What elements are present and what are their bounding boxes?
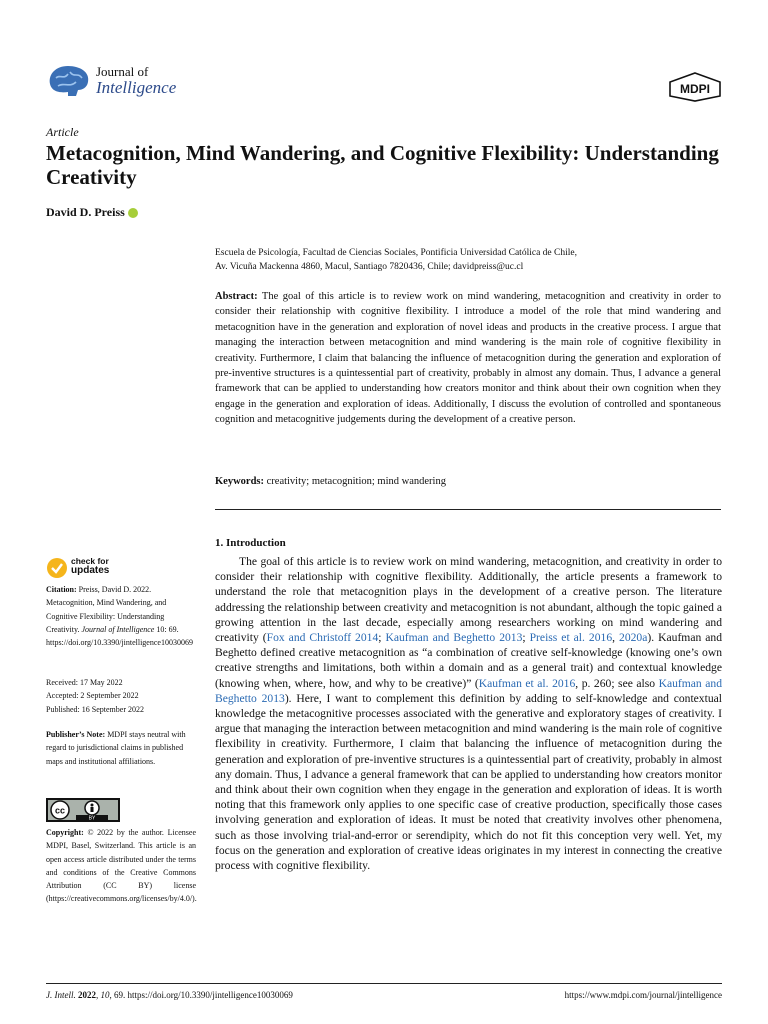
affiliation xyxy=(215,246,720,274)
abstract xyxy=(215,289,721,428)
article-type: Article xyxy=(46,125,79,139)
affiliation-line-1: Escuela de Psicología, Facultad de Ciencias Sociales, Pontificia Universidad Católica de Chile, xyxy=(215,248,577,258)
citation-text: Preiss, David D. 2022. Metacognition, Mind Wandering, and Cognitive Flexibility: Understanding Creativity. xyxy=(46,585,167,634)
intro-text-1: The goal of this article is to review work on mind wandering, metacognition, and creativity in order to consider their relationship with cognitive flexibility. Additionally, the article presents a framework to understand the role that metacognition plays in the development of a creative person. The literature addressing the relationship between creativity and metacognition is not abundant, although the topic gained a growing attention in the last decade, especially among researchers working on mind wandering and creativity ( xyxy=(215,555,722,645)
footer-volume: 10 xyxy=(100,990,110,1000)
citation-rest: 10: 69. https://doi.org/10.3390/jintelligence10030069 xyxy=(46,624,193,648)
keywords-label: Keywords: xyxy=(215,476,264,487)
copyright-label: Copyright: xyxy=(46,828,84,837)
footer-journal: J. Intell. xyxy=(46,990,76,1000)
cc-by-license-icon[interactable] xyxy=(46,798,120,822)
intro-text-4: ). Here, I want to complement this definition by adding to self-knowledge and contextual knowledge the metacognitive processes associated with the generative and exploratory stages of creativity. I argue that managing the interaction between metacognition and mind wandering is the main role of cognitive flexibility in creativity. Furthermore, I claim that balancing the influence of metacognition during the generation and exploration of pre-inventive structures is a quintessential part of creativity, probably in almost any domain. Thus, I advance a general framework that can be applied to understanding how creators monitor and think about their own cognition when they engage in the generation and exploration of ideas. It is worth noting that this framework only applies to one specific case of creative production, specifically those cases involving generation and exploration of ideas. It must be noted that creativity involves other phenomena, such as those involving trial-and-error or serendipity, which do not fit this conception very well. Yet, my focus on the generation and exploration of creative ideas originates in my interest in connecting the creative process with cognitive flexibility. xyxy=(215,691,722,873)
intro-sep-2: ; xyxy=(522,631,530,645)
received-date: Received: 17 May 2022 xyxy=(46,678,123,687)
published-date: Published: 16 September 2022 xyxy=(46,704,144,714)
citation-link[interactable]: Fox and Christoff 2014 xyxy=(266,631,379,645)
check-line-2: updates xyxy=(71,565,110,576)
copyright-block xyxy=(46,826,196,906)
cc-label: BY xyxy=(88,815,96,822)
citation-link[interactable]: Kaufman et al. 2016 xyxy=(478,676,576,690)
abstract-text: The goal of this article is to review work on mind wandering, metacognition and creativity in order to consider their relationship with cognitive flexibility. I introduce a model of the role that mind wandering and metacognition have in the generation and exploration of novel ideas and products in the creative process. I argue that managing the interaction between metacognition and mind wandering is the main role of cognitive flexibility in creativity. Furthermore, I claim that balancing the influence of metacognition during the generation and exploration of pre-inventive structures is a quintessential part of creativity, probably in almost any domain. Thus, I advance a general framework that can be applied to understanding how creators monitor and think about their own cognition when they engage in the generation and exploration of ideas. Additionally, I discuss the evolution of controlled and spontaneous cognition and metacognitive judgements during the development of a creative person. xyxy=(215,291,722,426)
citation-link[interactable]: 2020a xyxy=(619,631,648,645)
footer-journal-url[interactable]: https://www.mdpi.com/journal/jintelligence xyxy=(564,990,722,1000)
publisher-note xyxy=(46,728,196,768)
check-for-updates-badge[interactable] xyxy=(46,556,146,580)
intro-text-3: , p. 260; see also xyxy=(575,676,659,690)
orcid-icon[interactable] xyxy=(128,208,138,218)
svg-text:cc: cc xyxy=(54,805,66,816)
page-title: Metacognition, Mind Wandering, and Cognitive Flexibility: Understanding Creativity xyxy=(46,141,719,189)
check-line-1: check for xyxy=(71,556,109,566)
cc-badge-icon xyxy=(46,798,120,822)
citation-link[interactable]: Kaufman and Beghetto 2013 xyxy=(215,676,722,705)
citation-block xyxy=(46,583,196,649)
brain-logo-icon xyxy=(46,62,92,100)
footer-citation: J. Intell. 2022, 10, 69. https://doi.org/10.3390/jintelligence10030069 xyxy=(46,990,293,1000)
footer-year: 2022 xyxy=(78,990,96,1000)
mdpi-logo-icon xyxy=(668,72,722,102)
footer-divider xyxy=(46,983,722,984)
introduction-paragraph xyxy=(215,554,722,873)
introduction-body xyxy=(215,554,722,873)
journal-of-text: Journal of xyxy=(96,64,149,79)
author-name xyxy=(46,205,138,220)
author-text: David D. Preiss xyxy=(46,205,125,219)
citation-link[interactable]: Preiss et al. 2016 xyxy=(529,631,613,645)
accepted-date: Accepted: 2 September 2022 xyxy=(46,691,139,701)
check-updates-icon xyxy=(46,557,68,579)
citation-label: Citation: xyxy=(46,585,77,594)
copyright-text: © 2022 by the author. Licensee MDPI, Basel, Switzerland. This article is an open access article distributed under the terms and conditions of the Creative Commons Attribution (CC BY) license (https://creativecommons.org/licenses/by/4.0/). xyxy=(46,828,197,904)
note-text: MDPI stays neutral with regard to jurisdictional claims in published maps and institutional affiliations. xyxy=(46,730,186,766)
keywords-text: creativity; metacognition; mind wandering xyxy=(266,476,446,487)
dates-block xyxy=(46,676,196,716)
citation-journal: Journal of Intelligence xyxy=(81,624,155,634)
intro-sep-3: , xyxy=(612,631,620,645)
section-divider xyxy=(215,509,721,510)
intro-text-2: ). Kaufman and Beghetto defined creative metacognition as “a combination of creative self-knowledge (knowing one’s own creative strengths and limitations, both within a domain and as a general trait) and contextual knowledge (knowing when, where, how, and why to be creative)” ( xyxy=(215,631,723,690)
abstract-label: Abstract: xyxy=(215,291,258,302)
footer-doi[interactable]: , 69. https://doi.org/10.3390/jintelligence10030069 xyxy=(109,990,293,1000)
keywords xyxy=(215,476,721,487)
citation-link[interactable]: Kaufman and Beghetto 2013 xyxy=(385,631,523,645)
section-heading: 1. Introduction xyxy=(215,537,286,549)
intro-sep-1: ; xyxy=(378,631,386,645)
affiliation-line-2: Av. Vicuña Mackenna 4860, Macul, Santiago 7820436, Chile; davidpreiss@uc.cl xyxy=(215,262,524,272)
mdpi-logo-text: MDPI xyxy=(680,82,710,96)
journal-name: Intelligence xyxy=(96,78,177,97)
note-label: Publisher’s Note: xyxy=(46,730,106,739)
